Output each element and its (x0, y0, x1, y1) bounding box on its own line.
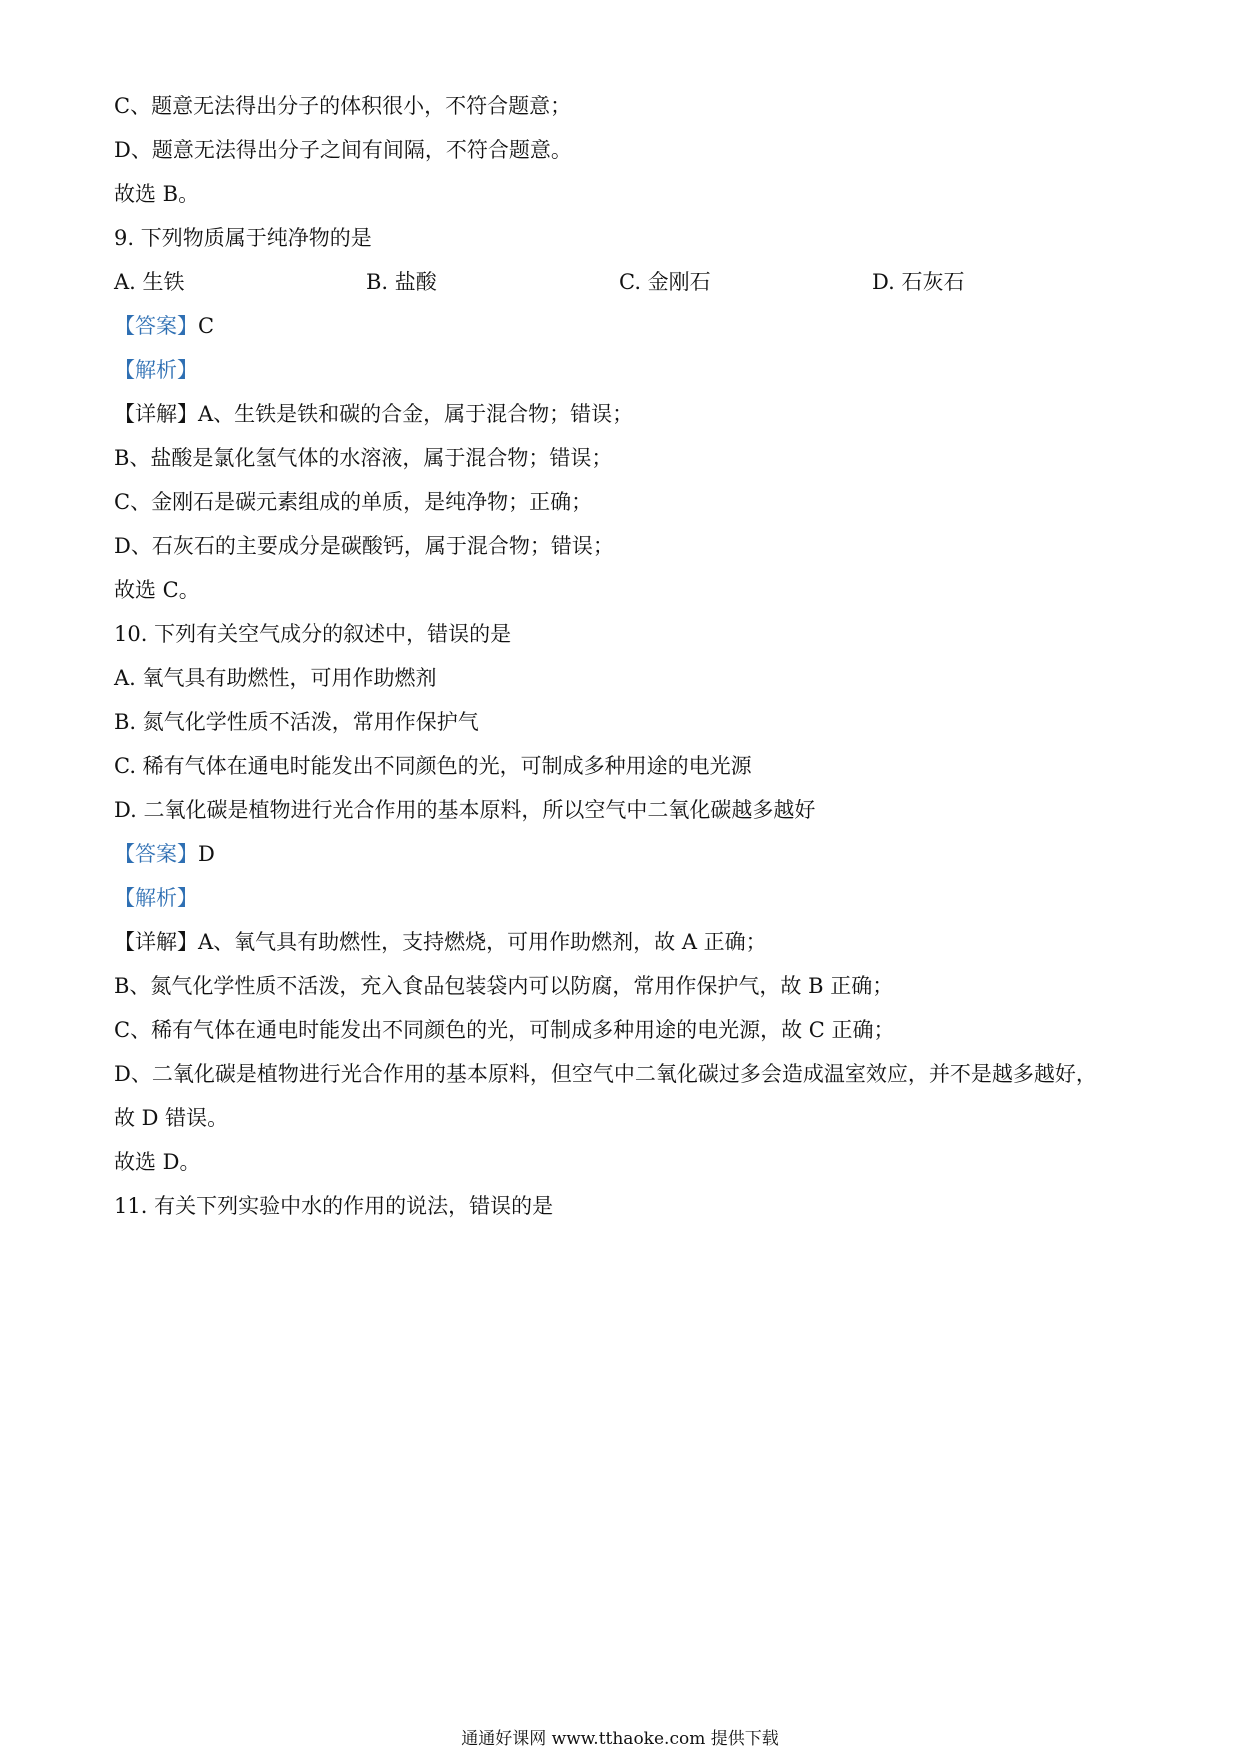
q9-choose: 故选 C。 (114, 578, 200, 602)
q10-explain-b: B、氮气化学性质不活泼，充入食品包装袋内可以防腐，常用作保护气，故 B 正确； (114, 974, 894, 998)
q9-analysis (114, 357, 198, 383)
q10-option-b: B. 氮气化学性质不活泼，常用作保护气 (114, 710, 479, 734)
answer-value: D (198, 842, 215, 866)
q9-explain-c: C、金刚石是碳元素组成的单质，是纯净物；正确； (114, 490, 593, 514)
page-footer: 通通好课网 www.tthaoke.com 提供下载 (461, 1729, 779, 1749)
q10-answer (114, 841, 215, 867)
answer-value: C (198, 314, 215, 338)
question-9: 9. 下列物质属于纯净物的是 (114, 226, 372, 250)
q10-analysis (114, 885, 198, 911)
q9-answer (114, 313, 214, 339)
q9-explain-d: D、石灰石的主要成分是碳酸钙，属于混合物；错误； (114, 534, 614, 558)
text-line: C、题意无法得出分子的体积很小，不符合题意； (114, 94, 572, 118)
q9-option-d: D. 石灰石 (872, 270, 965, 294)
answer-tag: 【答案】 (114, 842, 198, 866)
q9-option-c: C. 金刚石 (619, 270, 711, 294)
answer-tag: 【答案】 (114, 314, 198, 338)
q10-explain-d: D、二氧化碳是植物进行光合作用的基本原料，但空气中二氧化碳过多会造成温室效应，并不是越多越好， (114, 1062, 1097, 1086)
q10-option-a: A. 氧气具有助燃性，可用作助燃剂 (114, 666, 437, 690)
q10-detail: 【详解】A、氧气具有助燃性，支持燃烧，可用作助燃剂，故 A 正确； (114, 930, 767, 954)
analysis-tag: 【解析】 (114, 886, 198, 910)
q10-option-d: D. 二氧化碳是植物进行光合作用的基本原料，所以空气中二氧化碳越多越好 (114, 798, 816, 822)
q9-option-a: A. 生铁 (114, 270, 185, 294)
text-line: D、题意无法得出分子之间有间隔，不符合题意。 (114, 138, 572, 162)
q10-explain-d-cont: 故 D 错误。 (114, 1106, 229, 1130)
q10-option-c: C. 稀有气体在通电时能发出不同颜色的光，可制成多种用途的电光源 (114, 754, 752, 778)
question-11: 11. 有关下列实验中水的作用的说法，错误的是 (114, 1194, 554, 1218)
text-line: 故选 B。 (114, 182, 200, 206)
q10-choose: 故选 D。 (114, 1150, 201, 1174)
question-10: 10. 下列有关空气成分的叙述中，错误的是 (114, 622, 512, 646)
analysis-tag: 【解析】 (114, 358, 198, 382)
q9-detail: 【详解】A、生铁是铁和碳的合金，属于混合物；错误； (114, 402, 634, 426)
q9-option-b: B. 盐酸 (366, 270, 437, 294)
q9-explain-b: B、盐酸是氯化氢气体的水溶液，属于混合物；错误； (114, 446, 613, 470)
q10-explain-c: C、稀有气体在通电时能发出不同颜色的光，可制成多种用途的电光源，故 C 正确； (114, 1018, 895, 1042)
